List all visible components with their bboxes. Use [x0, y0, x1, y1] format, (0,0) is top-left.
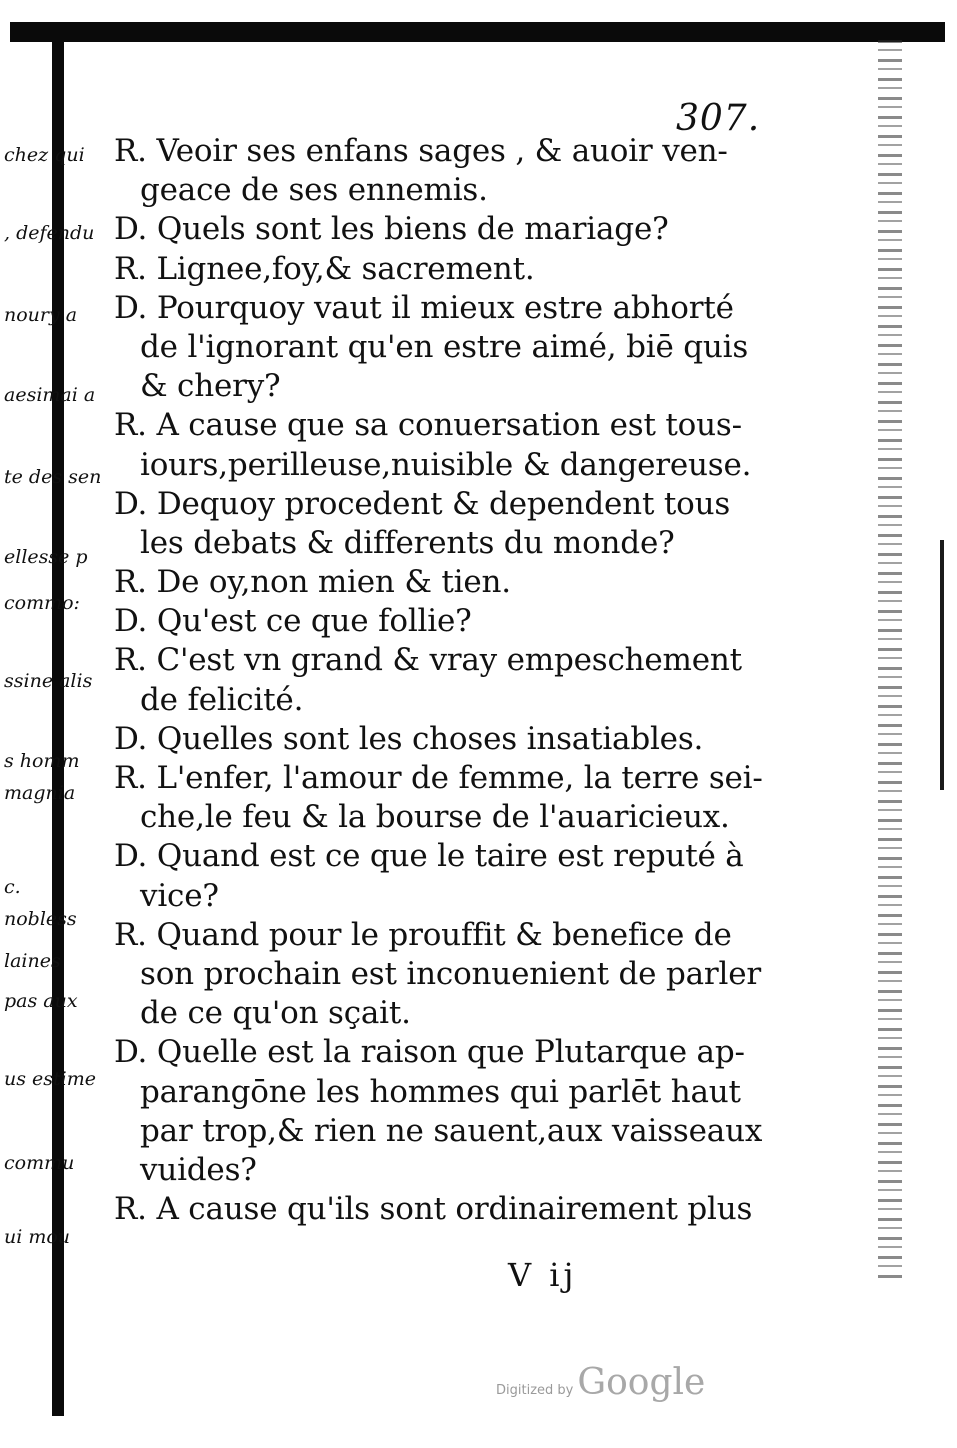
text-line: R. A cause qu'ils sont ordinairement plus	[114, 1191, 753, 1228]
text-line: D. Pourquoy vaut il mieux estre abhorté	[114, 289, 734, 326]
text-line: D. Quelle est la raison que Plutarque ap-	[114, 1034, 745, 1071]
text-line: R. L'enfer, l'amour de femme, la terre sei-	[114, 760, 763, 796]
margin-note: laines	[4, 950, 61, 972]
margin-note: aesimai a	[4, 384, 96, 406]
text-line: les debats & differents du monde?	[140, 524, 675, 561]
margin-note: ellesse p	[4, 546, 88, 568]
text-line: son prochain est inconuenient de parler	[140, 955, 761, 992]
text-line: de l'ignorant qu'en estre aimé, biē quis	[140, 328, 749, 365]
text-line: de felicité.	[140, 681, 304, 718]
watermark-prefix: Digitized by	[496, 1383, 574, 1398]
text-line: R. A cause que sa conuersation est tous-	[114, 407, 742, 444]
text-line: iours,perilleuse,nuisible & dangereuse.	[140, 446, 752, 483]
text-line: R. Veoir ses enfans sages , & auoir ven-	[114, 133, 728, 169]
right-edge-mark	[940, 540, 944, 790]
text-line: D. Qu'est ce que follie?	[114, 603, 472, 640]
margin-note: chez qui	[4, 144, 85, 166]
margin-note: ssine alis	[4, 670, 93, 692]
margin-notes	[4, 130, 102, 1280]
top-border-rule	[10, 22, 945, 42]
margin-note: s homm	[4, 750, 80, 772]
text-line: vice?	[140, 877, 219, 914]
signature-mark: V ij	[508, 1256, 578, 1294]
margin-note: commo:	[4, 592, 80, 614]
text-line: D. Quand est ce que le taire est reputé à	[114, 838, 744, 875]
margin-note: magnia	[4, 782, 76, 804]
text-line: de ce qu'on sçait.	[140, 995, 411, 1032]
margin-note: noury a	[4, 304, 78, 326]
page-number: 307.	[676, 98, 761, 139]
margin-note: , defendu	[4, 222, 95, 244]
margin-note: commu	[4, 1152, 75, 1174]
text-line: R. C'est vn grand & vray empeschement	[114, 642, 742, 679]
text-line: & chery?	[140, 368, 281, 405]
margin-note: c.	[4, 876, 21, 898]
margin-note: us estime	[4, 1068, 96, 1090]
text-line: par trop,& rien ne sauent,aux vaisseaux	[140, 1112, 763, 1149]
digitized-watermark	[496, 1362, 705, 1403]
margin-note: pas aux	[4, 990, 78, 1012]
margin-note: ui mou	[4, 1226, 71, 1248]
main-text	[114, 132, 764, 1229]
text-line: D. Dequoy procedent & dependent tous	[114, 485, 731, 522]
text-line: vuides?	[140, 1151, 257, 1188]
text-line: R. Quand pour le prouffit & benefice de	[114, 916, 732, 953]
text-line: R. Lignee,foy,& sacrement.	[114, 250, 535, 287]
text-line: parangōne les hommes qui parlēt haut	[140, 1073, 741, 1110]
margin-note: nobless	[4, 908, 77, 930]
text-line: D. Quelles sont les choses insatiables.	[114, 720, 704, 757]
text-line: D. Quels sont les biens de mariage?	[114, 211, 669, 248]
google-logo: Google	[577, 1362, 706, 1403]
text-line: R. De oy,non mien & tien.	[114, 564, 511, 601]
right-page-edge	[878, 40, 902, 1280]
text-line: che,le feu & la bourse de l'auaricieux.	[140, 799, 730, 836]
text-line: geace de ses ennemis.	[140, 172, 488, 209]
margin-note: te des sen	[4, 466, 102, 488]
